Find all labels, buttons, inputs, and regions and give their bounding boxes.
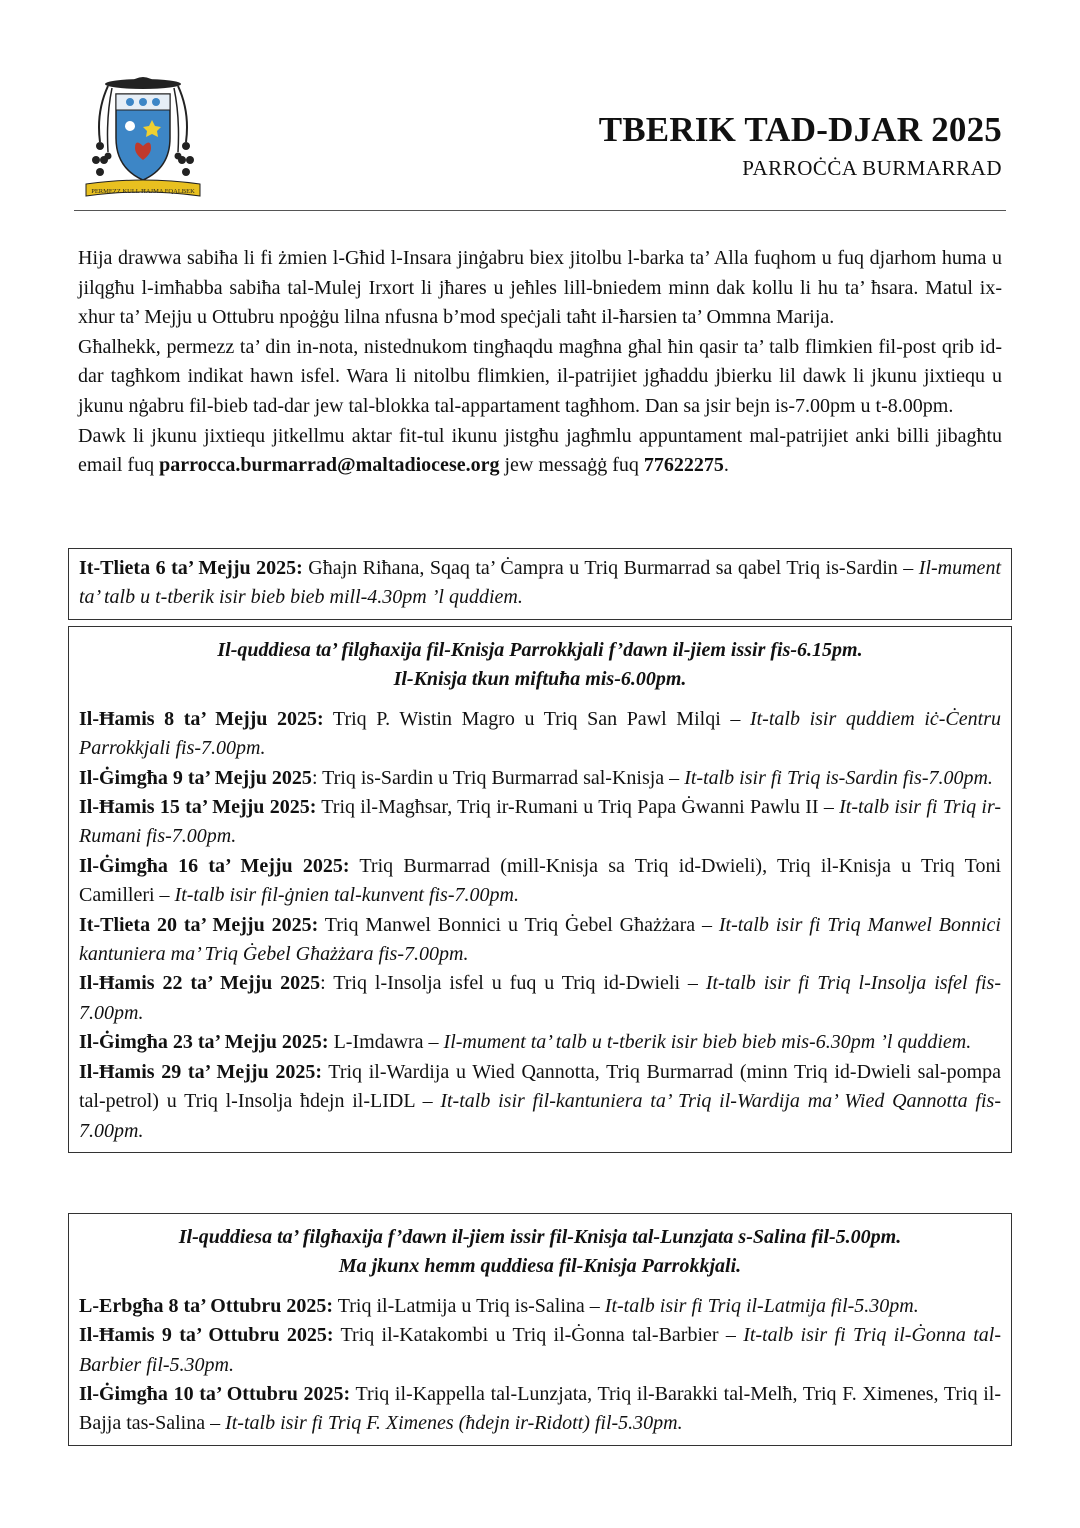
intro-text-part: . [723,454,729,477]
schedule-box-may-6 [68,548,1012,620]
notice-line: Il-quddiesa ta’ filgħaxija fil-Knisja Parrokkjali f’dawn il-jiem issir fis-6.15pm. [217,639,863,661]
entry-date: It-Tlieta 20 ta’ Mejju 2025: [79,913,319,936]
schedule-entry [79,852,1001,911]
intro-text [78,244,1002,481]
entry-date: Il-Ħamis 9 ta’ Ottubru 2025: [79,1324,334,1347]
email-link[interactable]: parrocca.burmarrad@maltadiocese.org [159,454,500,477]
entry-date: L-Erbgħa 8 ta’ Ottubru 2025: [79,1294,334,1317]
entry-place: : Triq is-Sardin u Triq Burmarrad sal-Knisja – [311,766,685,789]
schedule-box-may [68,626,1012,1153]
schedule-entry [79,1058,1001,1146]
entry-note: It-talb isir fi Triq l-Insolja isfel fis-7.00pm. [79,972,1001,1024]
intro-text-part: jew messaġġ fuq [499,454,644,477]
entry-place: Triq il-Magħsar, Triq ir-Rumani u Triq Papa Ġwanni Pawlu II – [316,796,840,819]
notice-line: Ma jkunx hemm quddiesa fil-Knisja Parrokkjali. [338,1255,742,1278]
entry-note: It-talb isir fi Triq il-Ġonna tal-Barbier fil-5.30pm. [79,1324,1001,1376]
schedule-entry [79,793,1001,852]
schedule-entry [79,764,1001,793]
header-divider [74,210,1006,211]
header [599,110,1002,181]
entry-place: Triq il-Katakombi u Triq il-Ġonna tal-Barbier – [333,1324,744,1347]
entry-date: Il-Ġimgħa 10 ta’ Ottubru 2025: [79,1383,351,1406]
entry-place: Triq Burmarrad (mill-Knisja sa Triq id-Dwieli), Triq il-Knisja u Triq Toni Camilleri – [79,854,1001,907]
entry-date: It-Tlieta 6 ta’ Mejju 2025: [79,557,303,579]
entry-note: It-talb isir quddiem iċ-Ċentru Parrokkjali fis-7.00pm. [79,707,1001,760]
phone-number[interactable]: 77622275 [643,454,724,477]
entry-place: Għajn Riħana, Sqaq ta’ Ċampra u Triq Burmarrad sa qabel Triq is-Sardin – [302,557,919,579]
schedule-entry [79,1380,1001,1439]
entry-date: Il-Ħamis 29 ta’ Mejju 2025: [79,1060,322,1083]
entry-note: It-talb isir fi Triq Manwel Bonnici kantuniera ma’ Triq Ġebel Għażżara fis-7.00pm. [79,913,1001,966]
entry-place: Triq Manwel Bonnici u Triq Ġebel Għażżara – [318,913,719,936]
entry-note: It-talb isir fil-kantuniera ta’ Triq il-Wardija ma’ Wied Qannotta fis-7.00pm. [79,1090,1001,1142]
entry-note: It-talb isir fil-ġnien tal-kunvent fis-7.00pm. [174,884,519,907]
entry-place: Triq il-Kappella tal-Lunzjata, Triq il-Barakki tal-Melħ, Triq F. Ximenes, Triq il-Bajja tas-Salina – [79,1383,1002,1435]
schedule-entry [79,1321,1001,1380]
entry-note: It-talb isir fi Triq ir-Rumani fis-7.00pm. [79,796,1002,848]
coat-of-arms-icon [78,72,208,202]
entry-note: Il-mument ta’ talb u t-tberik isir bieb bieb mill-4.30pm ’l quddiem. [79,557,1001,609]
entry-place: Triq il-Wardija u Wied Qannotta, Triq Burmarrad (minn Triq id-Dwieli sal-pompa tal-petrol) u Triq l-Insolja ħdejn il-LIDL – [79,1060,1001,1113]
schedule-entry [79,911,1001,970]
schedule-entry [79,1028,1001,1057]
entry-note: It-talb isir fi Triq is-Sardin fis-7.00pm. [684,766,993,789]
intro-paragraph: Hija drawwa sabiħa li fi żmien l-Għid l-Insara jinġabru biex jitolbu l-barka ta’ Alla fuqhom u fuq djarhom huma u jilqgħu l-imħabba sabiħa tal-Mulej Irxort li jħares u jeħles lill-bniedem minn dak kollu li hu ta’ ħsara. Matul ix-xhur ta’ Mejju u Ottubru npoġġu lilna nfusna b’mod speċjali taħt il-ħarsien ta’ Ommna Marija. [78,247,1002,329]
intro-paragraph [78,422,1002,481]
page-title: TBERIK TAD-DJAR 2025 [598,110,1002,149]
entry-date: Il-Ġimgħa 9 ta’ Mejju 2025 [79,766,312,789]
notice-line: Il-Knisja tkun miftuħa mis-6.00pm. [393,668,687,691]
crest-motto: PERMEZZ KULL ĦAJMA FQALBEK [91,188,195,195]
entry-note: It-talb isir fi Triq F. Ximenes (ħdejn ir-Ridott) fil-5.30pm. [225,1412,683,1435]
schedule-list [79,1292,1001,1439]
entry-place: Triq il-Latmija u Triq is-Salina – [333,1294,605,1317]
entry-date: Il-Ħamis 8 ta’ Mejju 2025: [79,707,324,730]
schedule-list [79,705,1001,1146]
intro-paragraph: Għalhekk, permezz ta’ din in-nota, nistednukom tingħaqdu magħna għal ħin qasir ta’ talb flimkien fil-post qrib id-dar tagħkom indikat hawn isfel. Wara li nitolbu flimkien, il-patrijiet jgħaddu jbierku lil dawk li jkunu jixtiequ u jkunu nġabru fil-bieb tad-dar jew tal-blokka tal-appartament tagħhom. Dan sa jsir bejn is-7.00pm u t-8.00pm. [78,335,1002,417]
schedule-box-october [68,1213,1012,1446]
notice-line: Il-quddiesa ta’ filgħaxija f’dawn il-jiem issir fil-Knisja tal-Lunzjata s-Salina fil-5.00pm. [178,1226,902,1248]
entry-note: It-talb isir fi Triq il-Latmija fil-5.30pm. [604,1294,919,1317]
schedule-entry [79,705,1001,764]
entry-note: Il-mument ta’ talb u t-tberik isir bieb bieb mis-6.30pm ’l quddiem. [443,1031,972,1054]
schedule-entry [79,1292,1001,1321]
page-subtitle: PARROĊĊA BURMARRAD [742,156,1002,180]
entry-place: Triq P. Wistin Magro u Triq San Pawl Milqi – [323,707,750,730]
schedule-entry [79,554,1001,613]
entry-place: : Triq l-Insolja isfel u fuq u Triq id-Dwieli – [320,972,706,995]
schedule-entry [79,969,1001,1028]
mass-notice [79,636,1001,695]
entry-date: Il-Ġimgħa 23 ta’ Mejju 2025: [79,1031,329,1054]
mass-notice [79,1223,1001,1282]
entry-place: L-Imdawra – [328,1031,444,1054]
entry-date: Il-Ħamis 22 ta’ Mejju 2025 [79,972,321,995]
entry-date: Il-Ħamis 15 ta’ Mejju 2025: [79,796,317,819]
intro-text-part: Dawk li jkunu jixtiequ jitkellmu aktar fit-tul ikunu jistgħu jagħmlu appuntament mal-patrijiet anki billi jibagħtu email fuq [78,424,1002,477]
entry-date: Il-Ġimgħa 16 ta’ Mejju 2025: [79,854,350,877]
